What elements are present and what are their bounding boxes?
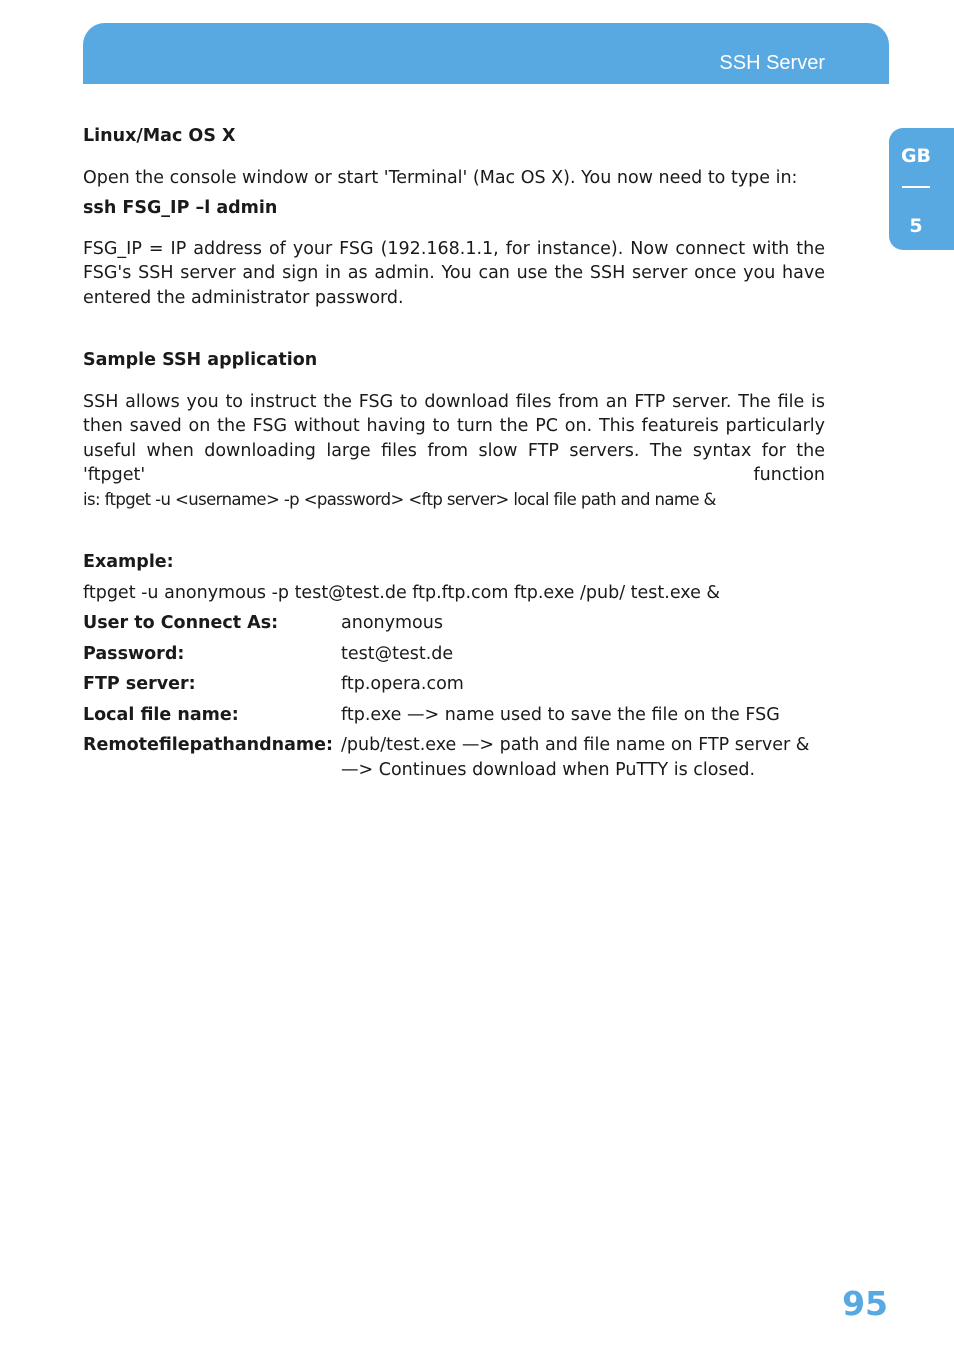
example-row-password (83, 642, 825, 667)
sample-body: SSH allows you to instruct the FSG to download files from an FTP server. The file is then saved on the FSG without having to turn the PC on. This featureis particularly useful when downloading large files from slow FTP servers. The syntax for the 'ftpget' function (83, 391, 825, 485)
example-label: User to Connect As: (83, 613, 279, 633)
example-value: test@test.de (341, 643, 454, 664)
example-row-remote-path (83, 733, 825, 782)
example-value: ftp.opera.com (341, 674, 464, 694)
example-value-continued: —> Continues download when PuTTY is closed. (341, 759, 756, 780)
example-label: FTP server: (83, 674, 196, 694)
language-label: GB (900, 145, 932, 167)
section-heading-linux: Linux/Mac OS X (83, 126, 236, 146)
example-value: /pub/test.exe —> path and file name on FTP server & (341, 735, 810, 755)
header-bar (83, 23, 889, 84)
language-tab (889, 128, 954, 250)
example-row-local-file (83, 703, 825, 728)
example-row-ftp-server (83, 672, 825, 697)
example-value: anonymous (341, 613, 443, 633)
example-label: Password: (83, 643, 185, 664)
chapter-number: 5 (909, 215, 923, 237)
linux-command: ssh FSG_IP –l admin (83, 198, 278, 218)
example-label: Remotefilepathandname: (83, 735, 333, 755)
page-number: 95 (842, 1284, 888, 1323)
example-label: Local file name: (83, 704, 239, 725)
example-value-multiline (341, 733, 825, 782)
header-title: SSH Server (719, 52, 825, 74)
example-command: ftpget -u anonymous -p test@test.de ftp.ftp.com ftp.exe /pub/ test.exe & (83, 582, 721, 603)
tab-divider (902, 186, 930, 188)
page-content (83, 124, 825, 782)
sample-syntax: is: ftpget -u <username> -p <password> <ftp server> local file path and name & (83, 489, 716, 509)
linux-intro: Open the console window or start 'Terminal' (Mac OS X). You now need to type in: (83, 167, 798, 188)
section-heading-sample: Sample SSH application (83, 350, 318, 370)
example-value: ftp.exe —> name used to save the file on the FSG (341, 704, 780, 725)
section-heading-example: Example: (83, 552, 174, 572)
linux-explanation: FSG_IP = IP address of your FSG (192.168.1.1, for instance). Now connect with the FSG's SSH server and sign in as admin. You can use the SSH server once you have entered the administrator password. (83, 238, 825, 308)
example-row-user (83, 611, 825, 636)
